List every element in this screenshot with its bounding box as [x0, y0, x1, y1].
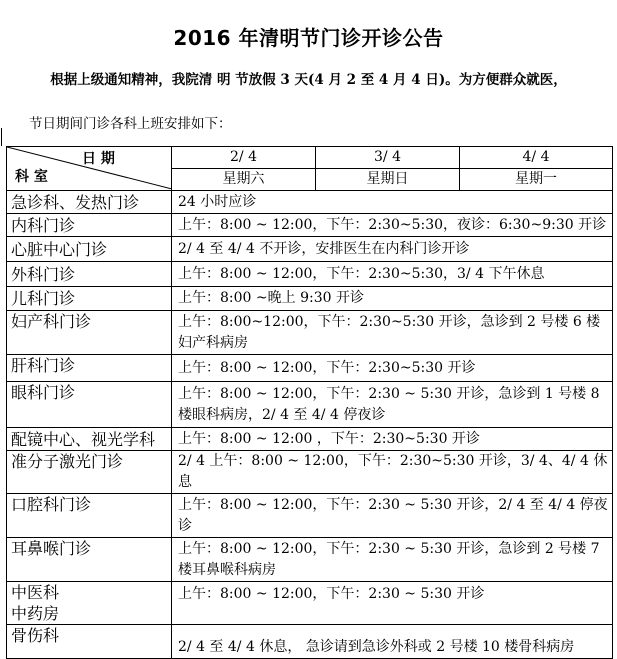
table-row	[7, 538, 613, 582]
table-row	[7, 625, 613, 659]
dept-schedule: 上午：8:00 ~ 12:00，下午：2:30~5:30，3/ 4 下午休息	[172, 262, 613, 287]
corner-date-label: 日 期	[82, 151, 115, 167]
dept-name: 配镜中心、视光学科	[7, 428, 172, 451]
table-row	[7, 494, 613, 538]
dept-name: 急诊科、发热门诊	[7, 191, 172, 214]
corner-header-cell	[7, 147, 172, 191]
dept-schedule: 上午：8:00 ~ 12:00，下午：2:30~5:30 开诊	[172, 355, 613, 382]
dept-name: 内科门诊	[7, 214, 172, 237]
page-title: 2016 年清明节门诊开诊公告	[173, 26, 444, 50]
dept-schedule: 2/ 4 至 4/ 4 不开诊，安排医生在内科门诊开诊	[172, 237, 613, 262]
header-date-row	[7, 147, 613, 169]
corner-dept-label: 科 室	[15, 169, 48, 185]
weekday-header-3: 星期一	[460, 169, 613, 191]
dept-name	[7, 582, 172, 625]
table-row	[7, 582, 613, 625]
dept-schedule: 上午：8:00 ~晚上 9:30 开诊	[172, 287, 613, 311]
date-header-1: 2/ 4	[172, 147, 316, 169]
dept-schedule: 上午：8:00~12:00，下午：2:30~5:30 开诊，急诊到 2 号楼 6 楼妇产科病房	[172, 311, 613, 355]
dept-name: 肝科门诊	[7, 355, 172, 382]
dept-name-line-2: 中药房	[11, 604, 60, 623]
date-header-3: 4/ 4	[460, 147, 613, 169]
dept-name: 儿科门诊	[7, 287, 172, 311]
table-row	[7, 382, 613, 428]
dept-schedule: 上午：8:00 ~ 12:00，下午：2:30 ~ 5:30 开诊，2/ 4 至 4/ 4 停夜诊	[172, 494, 613, 538]
dept-schedule: 上午：8:00 ~ 12:00 ，下午：2:30~5:30 开诊	[172, 428, 613, 451]
dept-schedule: 24 小时应诊	[172, 191, 613, 214]
table-row	[7, 191, 613, 214]
table-row	[7, 355, 613, 382]
dept-name: 准分子激光门诊	[7, 451, 172, 494]
dept-schedule: 上午：8:00 ~ 12:00，下午：2:30 ~ 5:30 开诊，急诊到 2 号楼 7 楼耳鼻喉科病房	[172, 538, 613, 582]
schedule-subheading: 节日期间门诊各科上班安排如下：	[29, 116, 232, 132]
date-header-2: 3/ 4	[316, 147, 460, 169]
dept-name: 心脏中心门诊	[7, 237, 172, 262]
dept-name: 妇产科门诊	[7, 311, 172, 355]
dept-name: 外科门诊	[7, 262, 172, 287]
weekday-header-2: 星期日	[316, 169, 460, 191]
table-row	[7, 311, 613, 355]
weekday-header-1: 星期六	[172, 169, 316, 191]
dept-name: 口腔科门诊	[7, 494, 172, 538]
dept-schedule: 2/ 4 上午：8:00 ~ 12:00，下午：2:30~5:30 开诊，3/ 4、4/ 4 休息	[172, 451, 613, 494]
table-row	[7, 287, 613, 311]
schedule-table	[6, 146, 613, 659]
dept-name: 骨伤科	[7, 625, 172, 659]
dept-name: 眼科门诊	[7, 382, 172, 428]
dept-schedule: 上午：8:00 ~ 12:00，下午：2:30 ~ 5:30 开诊	[172, 582, 613, 625]
table-row	[7, 451, 613, 494]
table-row	[7, 214, 613, 237]
table-row	[7, 237, 613, 262]
table-row	[7, 428, 613, 451]
table-row	[7, 262, 613, 287]
dept-schedule: 2/ 4 至 4/ 4 休息， 急诊请到急诊外科或 2 号楼 10 楼骨科病房	[172, 625, 613, 659]
dept-name: 耳鼻喉门诊	[7, 538, 172, 582]
dept-name-line-1: 中医科	[11, 583, 60, 602]
dept-schedule: 上午：8:00 ~ 12:00，下午：2:30 ~ 5:30 开诊，急诊到 1 号楼 8 楼眼科病房，2/ 4 至 4/ 4 停夜诊	[172, 382, 613, 428]
notice-text: 根据上级通知精神，我院清 明 节放假 3 天(4 月 2 至 4 月 4 日)。为方便群众就医，	[50, 72, 567, 88]
margin-mark	[1, 128, 2, 146]
dept-schedule: 上午：8:00 ~ 12:00，下午：2:30~5:30，夜诊：6:30~9:30 开诊	[172, 214, 613, 237]
